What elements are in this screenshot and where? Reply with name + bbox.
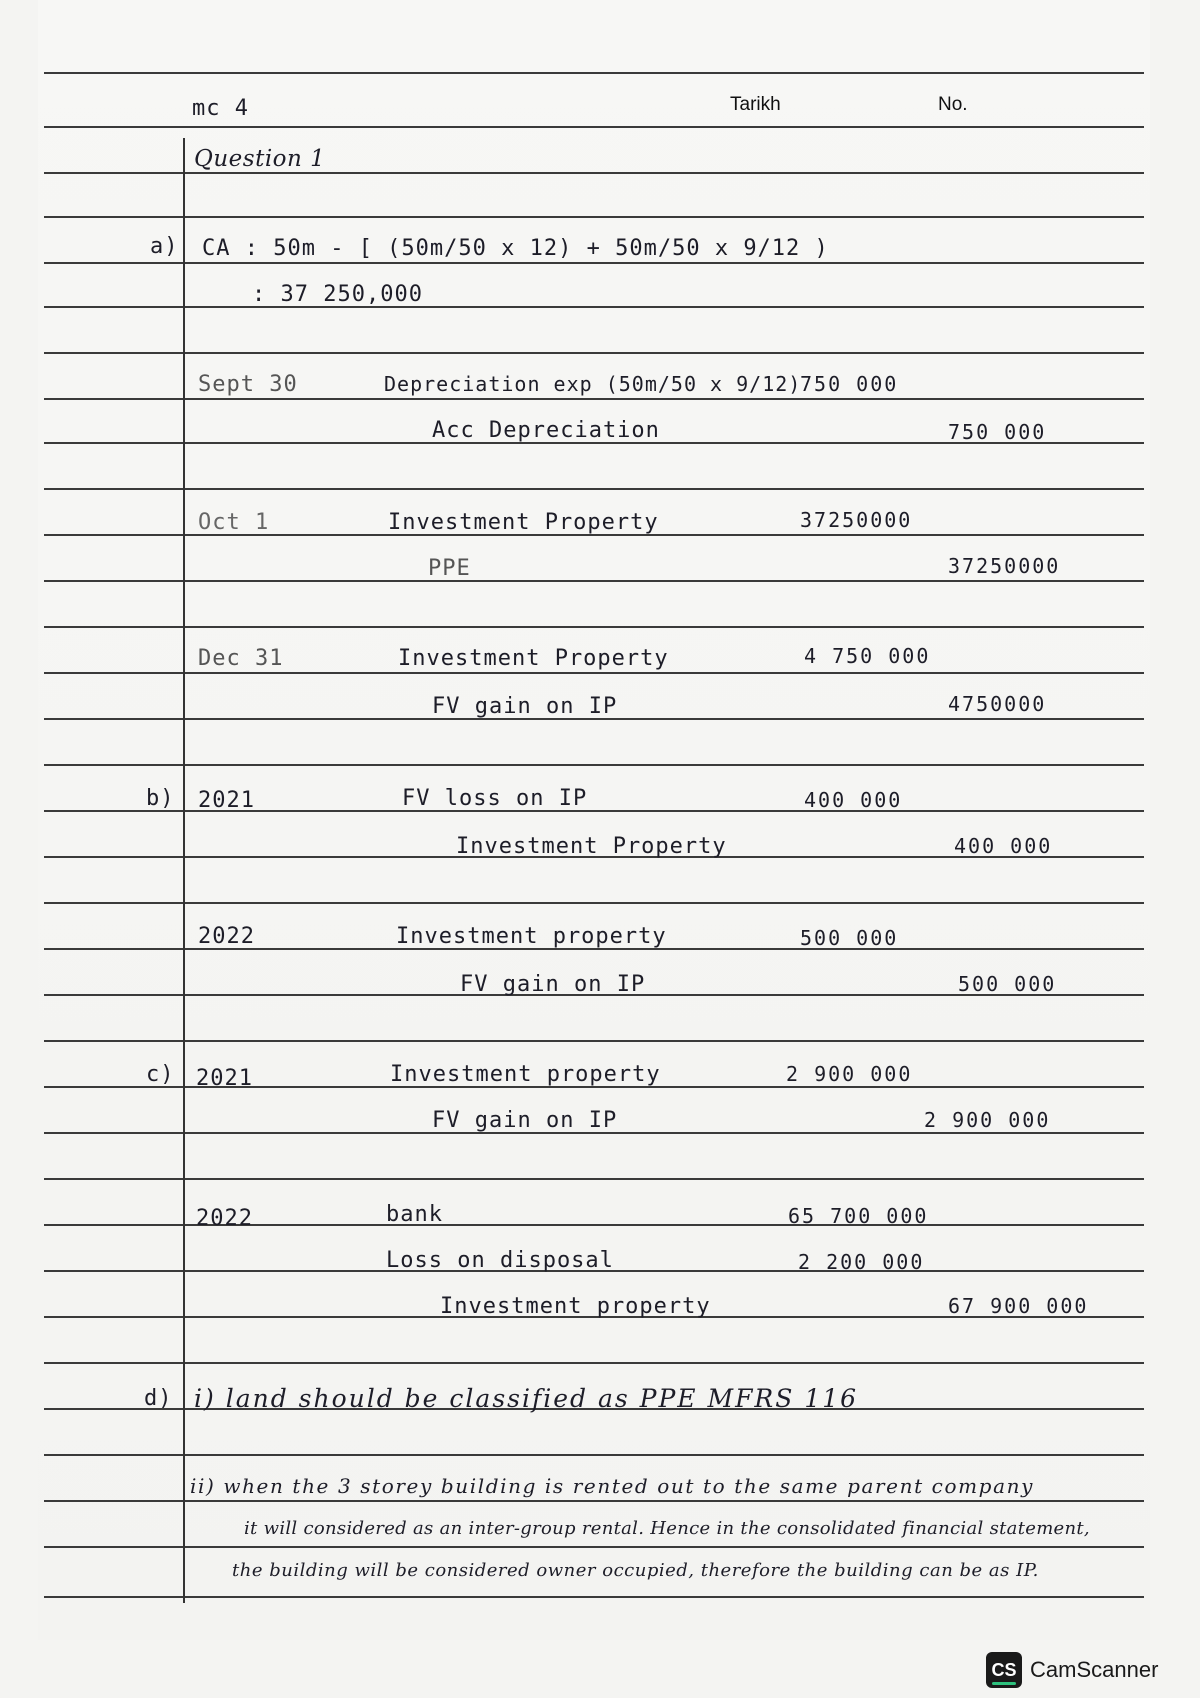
part-c-label: c): [146, 1062, 175, 1087]
credit-account: PPE: [428, 556, 471, 581]
entry-date: Oct 1: [198, 510, 270, 535]
debit-amount: 65 700 000: [788, 1204, 929, 1228]
debit-amount: 400 000: [804, 788, 903, 812]
credit-account: Investment property: [440, 1294, 711, 1319]
no-label: No.: [938, 94, 968, 115]
debit-amount: 4 750 000: [804, 644, 931, 668]
page-topic: mc 4: [192, 96, 249, 121]
part-d-point-ii-line2: it will considered as an inter-group rental. Hence in the consolidated financial statement,: [244, 1518, 1090, 1539]
credit-amount: 4750000: [948, 692, 1047, 716]
credit-amount: 37250000: [948, 554, 1061, 578]
entry-date: 2021: [198, 788, 255, 813]
part-b-label: b): [146, 786, 175, 811]
part-d-label: d): [144, 1386, 173, 1411]
debit-account: Investment property: [390, 1062, 661, 1087]
camscanner-logo: [986, 1650, 1158, 1690]
credit-account: Acc Depreciation: [432, 418, 660, 443]
credit-amount: 750 000: [948, 420, 1047, 444]
debit-account: FV loss on IP: [402, 786, 588, 811]
debit-amount: 750 000: [800, 372, 899, 396]
camscanner-text: CamScanner: [1030, 1657, 1159, 1682]
entry-date: 2022: [198, 924, 255, 949]
debit-amount: 2 900 000: [786, 1062, 913, 1086]
margin-line: [183, 138, 185, 1603]
debit-account: Investment Property: [398, 646, 669, 671]
question-title: Question 1: [194, 146, 326, 172]
entry-date: Sept 30: [198, 372, 298, 397]
part-a-label: a): [150, 234, 179, 259]
debit-account: Loss on disposal: [386, 1248, 614, 1273]
entry-date: 2021: [196, 1066, 253, 1091]
entry-date: 2022: [196, 1206, 253, 1231]
credit-amount: 67 900 000: [948, 1294, 1089, 1318]
debit-amount: 2 200 000: [798, 1250, 925, 1274]
credit-account: FV gain on IP: [432, 1108, 618, 1133]
credit-amount: 2 900 000: [924, 1108, 1051, 1132]
credit-account: FV gain on IP: [460, 972, 646, 997]
tarikh-label: Tarikh: [730, 94, 781, 115]
part-a-calc-line1: CA : 50m - [ (50m/50 x 12) + 50m/50 x 9/12 ): [202, 236, 829, 261]
credit-account: Investment Property: [456, 834, 727, 859]
part-d-point-ii-line1: ii) when the 3 storey building is rented out to the same parent company: [190, 1474, 1034, 1498]
credit-amount: 500 000: [958, 972, 1057, 996]
entry-date: Dec 31: [198, 646, 284, 671]
part-d-point-ii-line3: the building will be considered owner occupied, therefore the building can be as IP.: [232, 1560, 1039, 1581]
debit-amount: 500 000: [800, 926, 899, 950]
part-a-calc-line2: : 37 250,000: [252, 282, 423, 307]
credit-account: FV gain on IP: [432, 694, 618, 719]
credit-amount: 400 000: [954, 834, 1053, 858]
debit-amount: 37250000: [800, 508, 913, 532]
debit-account: Investment Property: [388, 510, 659, 535]
debit-account: Depreciation exp (50m/50 x 9/12): [384, 372, 802, 396]
debit-account: bank: [386, 1202, 443, 1227]
debit-account: Investment property: [396, 924, 667, 949]
part-d-point-i: i) land should be classified as PPE MFRS 116: [194, 1384, 859, 1413]
camscanner-icon: CS: [986, 1652, 1022, 1688]
